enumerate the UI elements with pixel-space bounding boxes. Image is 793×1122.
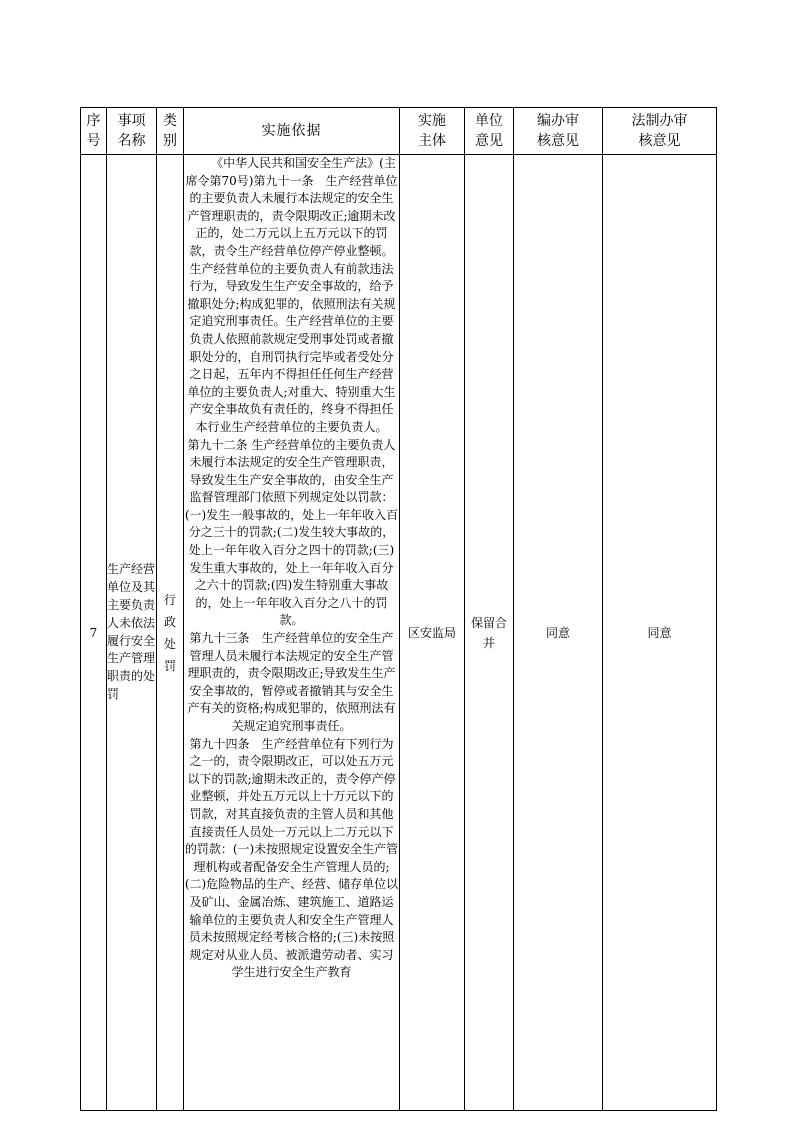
header-unit-opinion: 单位意见	[465, 108, 514, 155]
header-category: 类别	[157, 108, 184, 155]
header-basis: 实施依据	[184, 108, 400, 155]
header-subject: 实施主体	[400, 108, 465, 155]
table-header-row	[81, 108, 717, 155]
basis-paragraph: 第九十二条 生产经营单位的主要负责人未履行本法规定的安全生产管理职责，导致发生生产安全事故的，由安全生产监督管理部门依照下列规定处以罚款：(一)发生一般事故的，处上一年年收入百分之三十的罚款;(二)发生较大事故的，处上一年年收入百分之四十的罚款;(三)发生重大事故的，处上一年年收入百分之六十的罚款;(四)发生特别重大事故的，处上一年年收入百分之八十的罚款。	[184, 437, 399, 628]
header-name: 事项名称	[107, 108, 157, 155]
row-basis	[184, 155, 400, 1111]
basis-paragraph: 第九十四条 生产经营单位有下列行为之一的，责令限期改正，可以处五万元以下的罚款;逾期未改正的，责令停产停业整顿，并处五万元以上十万元以下的罚款，对其直接负责的主管人员和其他直接责任人员处一万元以上二万元以下的罚款：(一)未按照规定设置安全生产管理机构或者配备安全生产管理人员的;(二)危险物品的生产、经营、储存单位以及矿山、金属冶炼、建筑施工、道路运输单位的主要负责人和安全生产管理人员未按照规定经考核合格的;(三)未按照规定对从业人员、被派遣劳动者、实习学生进行安全生产教育	[184, 736, 399, 980]
row-name: 生产经营单位及其主要负责人未依法履行安全生产管理职责的处罚	[107, 155, 157, 1111]
basis-paragraph: 《中华人民共和国安全生产法》(主席令第70号)第九十一条 生产经营单位的主要负责人未履行本法规定的安全生产管理职责的，责令限期改正;逾期未改正的，处二万元以上五万元以下的罚款，责令生产经营单位停产停业整顿。生产经营单位的主要负责人有前款违法行为，导致发生生产安全事故的，给予撤职处分;构成犯罪的，依照刑法有关规定追究刑事责任。生产经营单位的主要负责人依照前款规定受刑事处罚或者撤职处分的，自刑罚执行完毕或者受处分之日起，五年内不得担任任何生产经营单位的主要负责人;对重大、特别重大生产安全事故负有责任的，终身不得担任本行业生产经营单位的主要负责人。	[185, 156, 398, 434]
row-legal-opinion: 同意	[603, 155, 717, 1111]
row-unit-opinion: 保留合并	[465, 155, 514, 1111]
header-no: 序号	[81, 108, 107, 155]
row-no: 7	[81, 155, 107, 1111]
header-edit-opinion: 编办审核意见	[514, 108, 603, 155]
header-legal-opinion: 法制办审核意见	[603, 108, 717, 155]
row-category: 行政处罚	[157, 155, 184, 1111]
row-edit-opinion: 同意	[514, 155, 603, 1111]
basis-paragraph: 第九十三条 生产经营单位的安全生产管理人员未履行本法规定的安全生产管理职责的，责令限期改正;导致发生生产安全事故的，暂停或者撤销其与安全生产有关的资格;构成犯罪的，依照刑法有关规定追究刑事责任。	[187, 631, 396, 733]
matters-table	[80, 107, 717, 1111]
row-subject: 区安监局	[400, 155, 465, 1111]
table-row	[81, 155, 717, 1111]
